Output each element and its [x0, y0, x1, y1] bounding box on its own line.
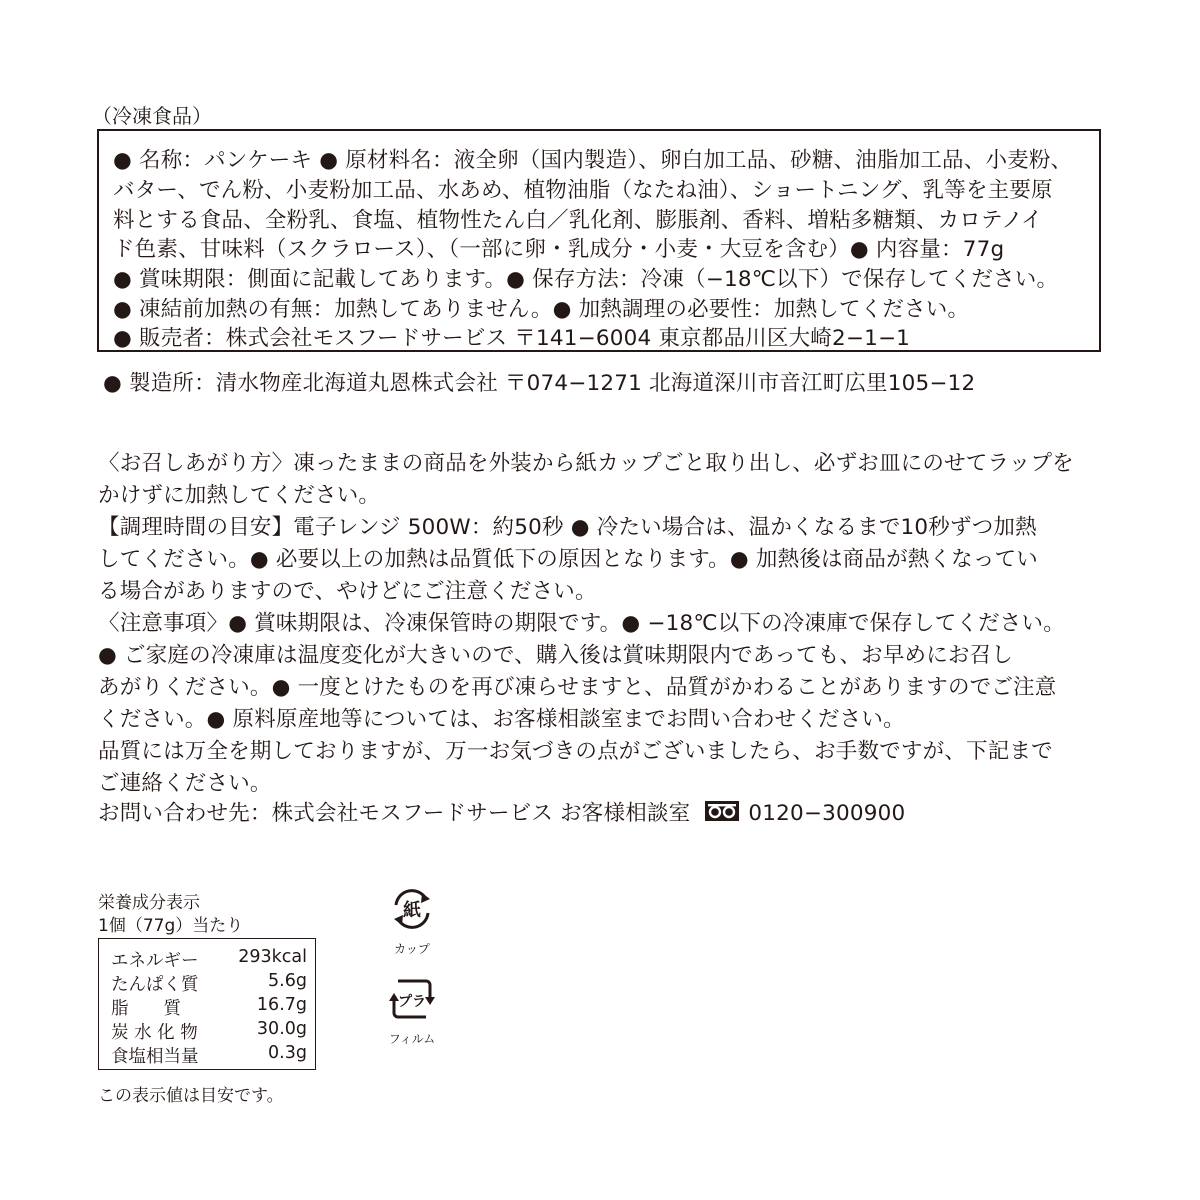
nutrient-value: 16.7g: [256, 995, 307, 1015]
nutrient-name: エネルギー: [111, 951, 199, 971]
instruction-line: してください。● 必要以上の加熱は品質低下の原因となります。● 加熱後は商品が熱くなってい: [98, 547, 1038, 572]
label-line: バター、でん粉、小麦粉加工品、水あめ、植物油脂（なたね油）、ショートニング、乳等を主要原: [113, 178, 1053, 203]
nutrient-name: 食塩相当量: [111, 1047, 199, 1067]
nutrition-title: 栄養成分表示: [98, 893, 200, 913]
instruction-line: ● ご家庭の冷凍庫は温度変化が大きいので、購入後は賞味期限内であっても、お早めにお召し: [98, 643, 1014, 668]
nutrition-row-salt: [111, 1043, 307, 1067]
label-line: ● 販売者：株式会社モスフードサービス 〒141−6004 東京都品川区大崎2−1−1: [113, 326, 911, 351]
instruction-line: かけずに加熱してください。: [98, 483, 381, 508]
instruction-line: ください。● 原料原産地等については、お客様相談室までお問い合わせください。: [98, 707, 905, 732]
nutrient-name: 炭 水 化 物: [111, 1023, 198, 1043]
phone-number: 0120−300900: [748, 801, 906, 826]
nutrient-value: 30.0g: [256, 1019, 307, 1039]
nutrition-note: この表示値は目安です。: [98, 1086, 284, 1106]
freedial-icon: [705, 801, 739, 827]
label-line: ● 凍結前加熱の有無：加熱してありません。● 加熱調理の必要性：加熱してください。: [113, 297, 970, 322]
paper-recycle-label: カップ: [394, 942, 430, 956]
plastic-recycle-mark: プラ: [398, 994, 426, 1010]
instruction-line: 品質には万全を期しておりますが、万一お気づきの点がございましたら、お手数ですが、下記まで: [98, 739, 1053, 764]
nutrient-name: たんぱく質: [111, 975, 199, 995]
paper-recycle-mark: 紙: [403, 900, 421, 921]
nutrition-row-carbohydrate: [111, 1019, 307, 1043]
instruction-line: 【調理時間の目安】電子レンジ 500W：約50秒 ● 冷たい場合は、温かくなるまで10秒ずつ加熱: [98, 515, 1037, 540]
instruction-line: 〈注意事項〉● 賞味期限は、冷凍保管時の期限です。● −18℃以下の冷凍庫で保存してください。: [98, 611, 1065, 636]
label-line: ● 賞味期限：側面に記載してあります。● 保存方法：冷凍（−18℃以下）で保存してください。: [113, 267, 1059, 292]
instruction-line: あがりください。● 一度とけたものを再び凍らせますと、品質がかわることがありますのでご注意: [98, 675, 1057, 700]
label-line: 料とする食品、全粉乳、食塩、植物性たん白／乳化剤、膨脹剤、香料、増粘多糖類、カロテノイ: [113, 208, 1043, 233]
instruction-line: る場合がありますので、やけどにご注意ください。: [98, 579, 597, 604]
plastic-recycle-icon: [388, 975, 436, 1023]
frozen-food-label: （冷凍食品）: [92, 104, 212, 128]
instruction-line: ご連絡ください。: [98, 771, 272, 796]
contact-prefix: お問い合わせ先：株式会社モスフードサービス お客様相談室: [98, 801, 691, 826]
label-line: ● 名称：パンケーキ ● 原材料名：液全卵（国内製造）、卵白加工品、砂糖、油脂加工品、小麦粉、: [113, 148, 1073, 173]
nutrient-value: 5.6g: [268, 971, 307, 991]
paper-recycle-icon: [388, 885, 436, 933]
nutrition-row-fat: [111, 995, 307, 1019]
nutrient-name: 脂 質: [111, 999, 181, 1019]
nutrient-value: 0.3g: [268, 1043, 307, 1063]
nutrition-table: [98, 938, 316, 1070]
nutrient-value: 293kcal: [238, 947, 307, 967]
nutrition-row-protein: [111, 971, 307, 995]
nutrition-per: 1個（77g）当たり: [98, 916, 244, 936]
plastic-recycle-label: フィルム: [388, 1032, 436, 1046]
nutrition-row-energy: [111, 947, 307, 971]
instruction-line: 〈お召しあがり方〉凍ったままの商品を外装から紙カップごと取り出し、必ずお皿にのせてラップを: [98, 451, 1074, 476]
label-line: ド色素、甘味料（スクラロース）、（一部に卵・乳成分・小麦・大豆を含む）● 内容量：77g: [113, 237, 1005, 262]
contact-line: [98, 796, 905, 827]
manufacturer-line: ● 製造所：清水物産北海道丸恩株式会社 〒074−1271 北海道深川市音江町広里105−12: [103, 371, 976, 396]
